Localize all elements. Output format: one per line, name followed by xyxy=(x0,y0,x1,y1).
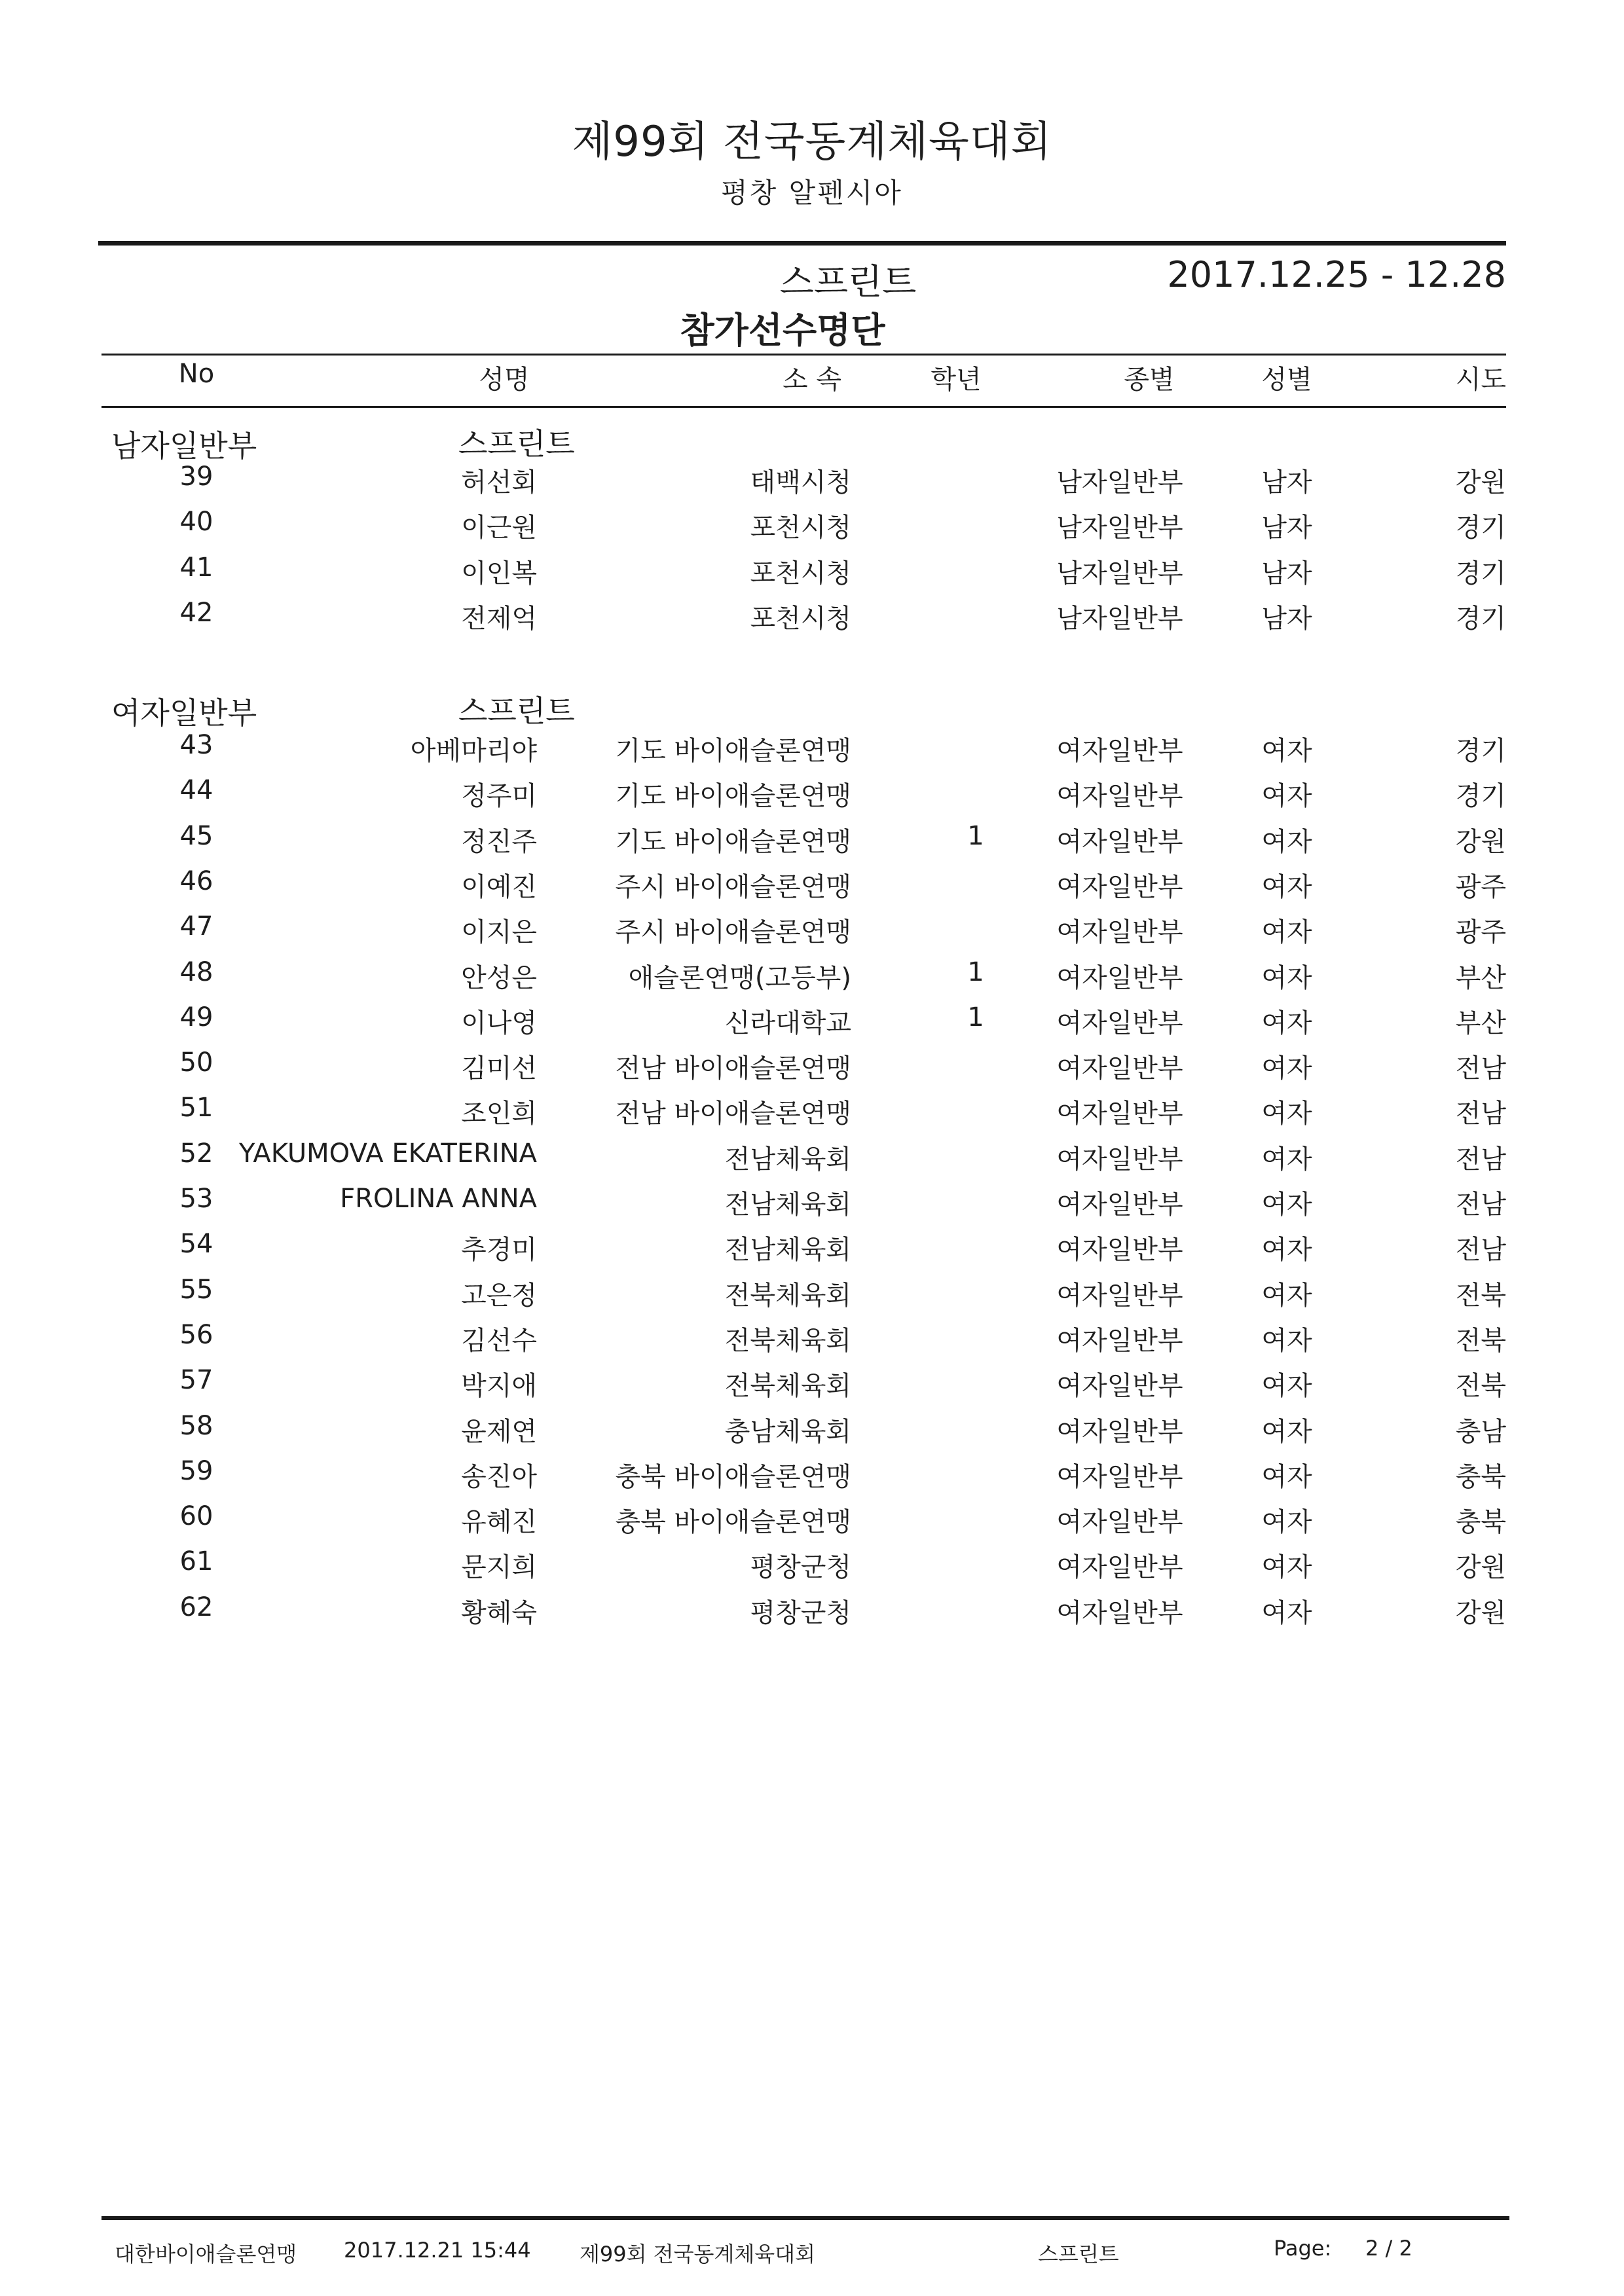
athlete-name: 고은정 xyxy=(461,1280,537,1311)
table-row xyxy=(0,1002,1624,1048)
row-number: 58 xyxy=(179,1410,213,1441)
row-number: 43 xyxy=(179,730,213,760)
footer-page-value: 2 / 2 xyxy=(1365,2236,1412,2261)
region: 부산 xyxy=(1455,1008,1506,1038)
row-number: 57 xyxy=(179,1365,213,1396)
athlete-name: 김선수 xyxy=(461,1325,537,1356)
athlete-name: 전제억 xyxy=(461,603,537,634)
region: 강원 xyxy=(1455,1552,1506,1583)
row-number: 41 xyxy=(179,552,213,583)
header-bottom-rule xyxy=(101,406,1506,408)
gender: 남자 xyxy=(1261,603,1312,634)
division: 여자일반부 xyxy=(1056,1416,1183,1447)
row-number: 40 xyxy=(179,507,213,538)
footer-org: 대한바이애슬론연맹 xyxy=(115,2242,297,2267)
division: 여자일반부 xyxy=(1056,1461,1183,1492)
row-number: 52 xyxy=(179,1138,213,1169)
region: 전남 xyxy=(1455,1053,1506,1084)
gender: 여자 xyxy=(1261,1325,1312,1356)
row-number: 55 xyxy=(179,1274,213,1305)
gender: 여자 xyxy=(1261,1552,1312,1583)
gender: 여자 xyxy=(1261,1371,1312,1402)
division: 여자일반부 xyxy=(1056,826,1183,857)
col-header-affiliation: 소 속 xyxy=(783,365,841,395)
header-top-rule xyxy=(101,354,1506,355)
division: 남자일반부 xyxy=(1056,603,1183,634)
roster-title: 참가선수명단 xyxy=(680,310,885,351)
footer-printed-time: 2017.12.21 15:44 xyxy=(344,2238,531,2263)
grade: 1 xyxy=(967,957,984,987)
table-row xyxy=(0,957,1624,1003)
gender: 여자 xyxy=(1261,1280,1312,1311)
affiliation: 포천시청 xyxy=(750,513,851,543)
athlete-name: 박지애 xyxy=(461,1371,537,1402)
row-number: 47 xyxy=(179,911,213,942)
row-number: 50 xyxy=(179,1048,213,1078)
athlete-name: 황혜숙 xyxy=(461,1597,537,1628)
athlete-name: 문지희 xyxy=(461,1552,537,1583)
col-header-no: No xyxy=(178,359,215,389)
athlete-name: 아베마리야 xyxy=(410,736,537,766)
col-header-name: 성명 xyxy=(479,365,530,395)
region: 경기 xyxy=(1455,781,1506,812)
affiliation: 기도 바이애슬론연맹 xyxy=(615,826,851,857)
table-row xyxy=(0,866,1624,912)
table-row xyxy=(0,1275,1624,1321)
affiliation: 신라대학교 xyxy=(724,1008,851,1038)
affiliation: 태백시청 xyxy=(750,467,851,498)
grade: 1 xyxy=(967,820,984,851)
division: 남자일반부 xyxy=(1056,558,1183,589)
row-number: 56 xyxy=(179,1319,213,1350)
table-row xyxy=(0,821,1624,867)
table-row xyxy=(0,775,1624,821)
row-number: 61 xyxy=(179,1546,213,1577)
division: 남자일반부 xyxy=(1056,467,1183,498)
division: 여자일반부 xyxy=(1056,1552,1183,1583)
table-row xyxy=(0,1139,1624,1184)
region: 충북 xyxy=(1455,1461,1506,1492)
col-header-region: 시도 xyxy=(1455,365,1506,395)
section-division-label: 남자일반부 xyxy=(111,428,257,464)
region: 충남 xyxy=(1455,1416,1506,1447)
affiliation: 평창군청 xyxy=(750,1597,851,1628)
affiliation: 주시 바이애슬론연맹 xyxy=(615,871,851,902)
affiliation: 평창군청 xyxy=(750,1552,851,1583)
gender: 여자 xyxy=(1261,1597,1312,1628)
athlete-name: 김미선 xyxy=(461,1053,537,1084)
division: 여자일반부 xyxy=(1056,1371,1183,1402)
division: 여자일반부 xyxy=(1056,1144,1183,1175)
division: 남자일반부 xyxy=(1056,513,1183,543)
table-row xyxy=(0,1320,1624,1366)
athlete-name: 조인희 xyxy=(461,1099,537,1129)
affiliation: 주시 바이애슬론연맹 xyxy=(615,917,851,948)
athlete-name: 유혜진 xyxy=(461,1507,537,1538)
gender: 여자 xyxy=(1261,1461,1312,1492)
gender: 남자 xyxy=(1261,513,1312,543)
region: 강원 xyxy=(1455,467,1506,498)
table-row xyxy=(0,911,1624,957)
gender: 여자 xyxy=(1261,1507,1312,1538)
gender: 여자 xyxy=(1261,962,1312,993)
table-row xyxy=(0,598,1624,644)
affiliation: 포천시청 xyxy=(750,558,851,589)
division: 여자일반부 xyxy=(1056,781,1183,812)
col-header-gender: 성별 xyxy=(1261,365,1312,395)
grade: 1 xyxy=(967,1002,984,1032)
col-header-division: 종별 xyxy=(1124,365,1175,395)
affiliation: 전남체육회 xyxy=(724,1144,851,1175)
region: 광주 xyxy=(1455,917,1506,948)
affiliation: 기도 바이애슬론연맹 xyxy=(615,781,851,812)
athlete-name: 정진주 xyxy=(461,826,537,857)
region: 부산 xyxy=(1455,962,1506,993)
row-number: 45 xyxy=(179,820,213,851)
athlete-name: 이근원 xyxy=(461,513,537,543)
row-number: 53 xyxy=(179,1184,213,1214)
table-row xyxy=(0,1048,1624,1093)
row-number: 62 xyxy=(179,1592,213,1622)
division: 여자일반부 xyxy=(1056,1235,1183,1266)
col-header-grade: 학년 xyxy=(931,365,982,395)
affiliation: 전북체육회 xyxy=(724,1325,851,1356)
affiliation: 전북체육회 xyxy=(724,1371,851,1402)
region: 전북 xyxy=(1455,1371,1506,1402)
region: 경기 xyxy=(1455,513,1506,543)
division: 여자일반부 xyxy=(1056,1325,1183,1356)
division: 여자일반부 xyxy=(1056,1099,1183,1129)
athlete-name: 정주미 xyxy=(461,781,537,812)
athlete-name: 윤제연 xyxy=(461,1416,537,1447)
division: 여자일반부 xyxy=(1056,871,1183,902)
region: 충북 xyxy=(1455,1507,1506,1538)
row-number: 39 xyxy=(179,462,213,492)
division: 여자일반부 xyxy=(1056,1008,1183,1038)
athlete-name: 이나영 xyxy=(461,1008,537,1038)
affiliation: 전남 바이애슬론연맹 xyxy=(615,1099,851,1129)
affiliation: 충북 바이애슬론연맹 xyxy=(615,1461,851,1492)
athlete-name: 이지은 xyxy=(461,917,537,948)
footer-event: 스프린트 xyxy=(1038,2242,1119,2267)
table-row xyxy=(0,553,1624,598)
table-row xyxy=(0,462,1624,507)
athlete-name: FROLINA ANNA xyxy=(340,1184,537,1214)
table-row xyxy=(0,1592,1624,1638)
gender: 남자 xyxy=(1261,558,1312,589)
division: 여자일반부 xyxy=(1056,917,1183,948)
region: 경기 xyxy=(1455,558,1506,589)
athlete-name: 추경미 xyxy=(461,1235,537,1266)
gender: 여자 xyxy=(1261,1099,1312,1129)
region: 강원 xyxy=(1455,1597,1506,1628)
affiliation: 전북체육회 xyxy=(724,1280,851,1311)
athlete-name: 이예진 xyxy=(461,871,537,902)
gender: 여자 xyxy=(1261,1144,1312,1175)
affiliation: 전남 바이애슬론연맹 xyxy=(615,1053,851,1084)
region: 전북 xyxy=(1455,1280,1506,1311)
row-number: 42 xyxy=(179,597,213,628)
gender: 여자 xyxy=(1261,1190,1312,1220)
region: 전북 xyxy=(1455,1325,1506,1356)
table-row xyxy=(0,1456,1624,1502)
division: 여자일반부 xyxy=(1056,1597,1183,1628)
table-row xyxy=(0,1229,1624,1275)
row-number: 48 xyxy=(179,957,213,987)
region: 강원 xyxy=(1455,826,1506,857)
gender: 여자 xyxy=(1261,871,1312,902)
gender: 여자 xyxy=(1261,826,1312,857)
affiliation: 애슬론연맹(고등부) xyxy=(628,962,851,993)
row-number: 46 xyxy=(179,866,213,896)
affiliation: 충북 바이애슬론연맹 xyxy=(615,1507,851,1538)
event-dates: 2017.12.25 - 12.28 xyxy=(1167,254,1506,295)
venue-subtitle: 평창 알펜시아 xyxy=(721,177,903,209)
division: 여자일반부 xyxy=(1056,962,1183,993)
region: 광주 xyxy=(1455,871,1506,902)
footer-page-label: Page: xyxy=(1274,2236,1332,2261)
affiliation: 기도 바이애슬론연맹 xyxy=(615,736,851,766)
table-row xyxy=(0,1093,1624,1139)
gender: 여자 xyxy=(1261,736,1312,766)
section-event-label: 스프린트 xyxy=(458,693,575,729)
gender: 여자 xyxy=(1261,1235,1312,1266)
gender: 여자 xyxy=(1261,1008,1312,1038)
document-title: 제99회 전국동계체육대회 xyxy=(572,118,1052,166)
division: 여자일반부 xyxy=(1056,1280,1183,1311)
gender: 여자 xyxy=(1261,781,1312,812)
region: 전남 xyxy=(1455,1144,1506,1175)
affiliation: 전남체육회 xyxy=(724,1190,851,1220)
region: 경기 xyxy=(1455,603,1506,634)
gender: 여자 xyxy=(1261,917,1312,948)
gender: 남자 xyxy=(1261,467,1312,498)
row-number: 51 xyxy=(179,1093,213,1123)
table-row xyxy=(0,1501,1624,1547)
top-thick-rule xyxy=(98,241,1506,246)
row-number: 60 xyxy=(179,1501,213,1532)
division: 여자일반부 xyxy=(1056,1190,1183,1220)
athlete-name: 송진아 xyxy=(461,1461,537,1492)
row-number: 49 xyxy=(179,1002,213,1032)
section-division-label: 여자일반부 xyxy=(111,695,257,731)
table-row xyxy=(0,507,1624,553)
athlete-name: 허선회 xyxy=(461,467,537,498)
section-event-label: 스프린트 xyxy=(458,426,575,462)
region: 경기 xyxy=(1455,736,1506,766)
table-row xyxy=(0,1365,1624,1411)
athlete-name: 안성은 xyxy=(461,962,537,993)
affiliation: 포천시청 xyxy=(750,603,851,634)
footer-rule xyxy=(101,2216,1509,2220)
region: 전남 xyxy=(1455,1099,1506,1129)
gender: 여자 xyxy=(1261,1053,1312,1084)
footer-competition: 제99회 전국동계체육대회 xyxy=(580,2242,816,2267)
table-row xyxy=(0,730,1624,776)
athlete-name: YAKUMOVA EKATERINA xyxy=(239,1138,537,1169)
gender: 여자 xyxy=(1261,1416,1312,1447)
row-number: 54 xyxy=(179,1229,213,1260)
affiliation: 충남체육회 xyxy=(724,1416,851,1447)
region: 전남 xyxy=(1455,1190,1506,1220)
affiliation: 전남체육회 xyxy=(724,1235,851,1266)
table-row xyxy=(0,1546,1624,1592)
division: 여자일반부 xyxy=(1056,736,1183,766)
division: 여자일반부 xyxy=(1056,1053,1183,1084)
table-row xyxy=(0,1184,1624,1230)
division: 여자일반부 xyxy=(1056,1507,1183,1538)
row-number: 59 xyxy=(179,1455,213,1486)
table-row xyxy=(0,1411,1624,1457)
athlete-name: 이인복 xyxy=(461,558,537,589)
event-name: 스프린트 xyxy=(779,261,917,302)
row-number: 44 xyxy=(179,775,213,806)
region: 전남 xyxy=(1455,1235,1506,1266)
